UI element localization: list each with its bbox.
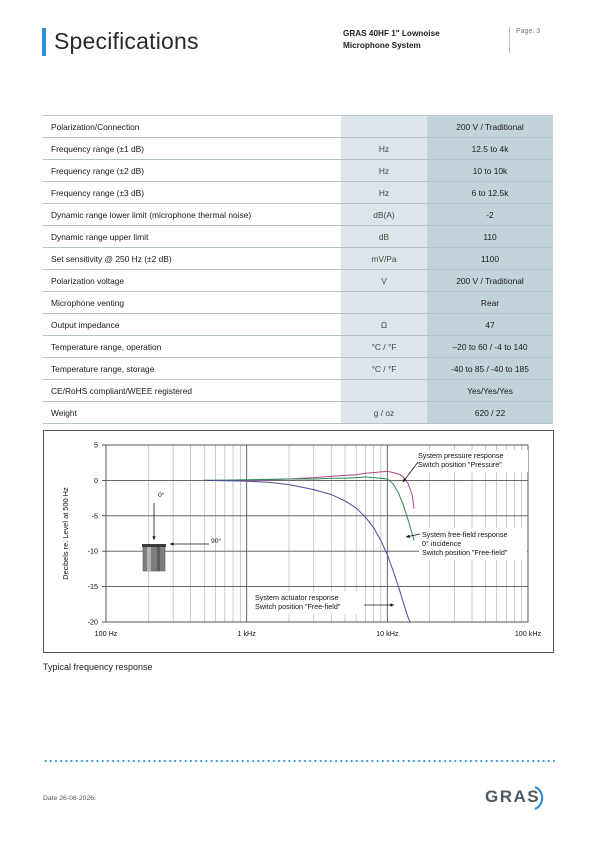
spec-label: Weight	[43, 402, 341, 424]
spec-value: -2	[427, 204, 553, 226]
spec-value: 110	[427, 226, 553, 248]
spec-row	[43, 336, 553, 358]
spec-value: 47	[427, 314, 553, 336]
spec-unit	[341, 292, 427, 314]
footer-date: Date 26-08-2026.	[43, 795, 96, 802]
spec-row	[43, 248, 553, 270]
spec-unit: Ω	[341, 314, 427, 336]
spec-row	[43, 402, 553, 424]
y-tick-label: -20	[87, 617, 98, 627]
chart-caption: Typical frequency response	[43, 662, 153, 672]
spec-row	[43, 314, 553, 336]
gras-logo	[485, 783, 555, 813]
document-name-line-1: GRAS 40HF 1" Lownoise	[343, 29, 440, 38]
spec-label: Dynamic range upper limit	[43, 226, 341, 248]
spec-unit: g / oz	[341, 402, 427, 424]
spec-value: 12.5 to 4k	[427, 138, 553, 160]
specifications-table	[43, 115, 553, 424]
x-tick-label: 10 kHz	[376, 629, 399, 638]
spec-label: Temperature range, operation	[43, 336, 341, 358]
spec-row	[43, 358, 553, 380]
spec-row	[43, 138, 553, 160]
spec-label: Frequency range (±1 dB)	[43, 138, 341, 160]
spec-label: Output impedance	[43, 314, 341, 336]
microphone-grid-cap	[142, 544, 166, 547]
y-tick-label: -15	[87, 582, 98, 592]
incidence-90-label: 90°	[211, 538, 222, 545]
spec-value: 620 / 22	[427, 402, 553, 424]
incidence-0-label: 0°	[158, 492, 165, 499]
x-tick-label: 1 kHz	[237, 629, 256, 638]
spec-label: Frequency range (±3 dB)	[43, 182, 341, 204]
spec-row	[43, 182, 553, 204]
spec-value: 10 to 10k	[427, 160, 553, 182]
x-tick-label: 100 Hz	[94, 629, 118, 638]
spec-unit: Hz	[341, 160, 427, 182]
page-number: Page: 3	[516, 28, 541, 35]
spec-label: Polarization/Connection	[43, 116, 341, 138]
spec-row	[43, 226, 553, 248]
y-tick-label: 5	[94, 440, 98, 450]
spec-label: Dynamic range lower limit (microphone thermal noise)	[43, 204, 341, 226]
spec-value: 6 to 12.5k	[427, 182, 553, 204]
spec-unit: dB(A)	[341, 204, 427, 226]
spec-value: 1100	[427, 248, 553, 270]
spec-unit: Hz	[341, 182, 427, 204]
annotation-actuator-line: System actuator response	[255, 593, 339, 602]
spec-label: Polarization voltage	[43, 270, 341, 292]
microphone-icon	[143, 545, 165, 571]
spec-row	[43, 116, 553, 138]
annotation-actuator-line: Switch position "Free-field"	[255, 602, 341, 611]
y-tick-label: -10	[87, 546, 98, 556]
annotation-freefield-line: System free-field response	[422, 530, 508, 539]
spec-label: Set sensitivity @ 250 Hz (±2 dB)	[43, 248, 341, 270]
y-axis-label: Decibels re. Level at 500 Hz	[61, 487, 70, 580]
frequency-response-chart	[43, 430, 554, 653]
spec-unit	[341, 380, 427, 402]
spec-row	[43, 204, 553, 226]
document-name	[343, 28, 493, 52]
y-tick-label: 0	[94, 475, 98, 485]
spec-unit: Hz	[341, 138, 427, 160]
spec-value: 200 V / Traditional	[427, 270, 553, 292]
page-title: Specifications	[54, 28, 199, 54]
spec-unit: dB	[341, 226, 427, 248]
spec-label: Microphone venting	[43, 292, 341, 314]
spec-unit: °C / °F	[341, 336, 427, 358]
microphone-shade	[157, 545, 160, 571]
document-name-line-2: Microphone System	[343, 41, 421, 50]
header-divider	[509, 27, 510, 53]
microphone-highlight	[147, 545, 151, 571]
frequency-response-plot	[44, 431, 555, 654]
spec-row	[43, 292, 553, 314]
spec-unit: °C / °F	[341, 358, 427, 380]
y-tick-label: -5	[91, 511, 98, 521]
spec-row	[43, 270, 553, 292]
annotation-freefield-line: Switch position "Free-field"	[422, 548, 508, 557]
annotation-pressure-line: System pressure response	[418, 451, 504, 460]
spec-row	[43, 160, 553, 182]
spec-unit	[341, 116, 427, 138]
spec-value: Yes/Yes/Yes	[427, 380, 553, 402]
spec-unit: V	[341, 270, 427, 292]
annotation-pressure-line: Switch position "Pressure"	[418, 460, 502, 469]
spec-value: –20 to 60 / -4 to 140	[427, 336, 553, 358]
logo-arc-icon	[525, 783, 555, 813]
spec-label: Temperature range, storage	[43, 358, 341, 380]
spec-unit: mV/Pa	[341, 248, 427, 270]
title-accent-bar	[42, 28, 46, 56]
spec-label: Frequency range (±2 dB)	[43, 160, 341, 182]
spec-row	[43, 380, 553, 402]
spec-label: CE/RoHS compliant/WEEE registered	[43, 380, 341, 402]
spec-value: Rear	[427, 292, 553, 314]
x-tick-label: 100 kHz	[514, 629, 542, 638]
footer-dotted-separator	[43, 760, 555, 762]
spec-value: -40 to 85 / -40 to 185	[427, 358, 553, 380]
gras-logo-text: GRAS	[485, 787, 541, 806]
spec-value: 200 V / Traditional	[427, 116, 553, 138]
annotation-freefield-line: 0° incidence	[422, 539, 462, 548]
